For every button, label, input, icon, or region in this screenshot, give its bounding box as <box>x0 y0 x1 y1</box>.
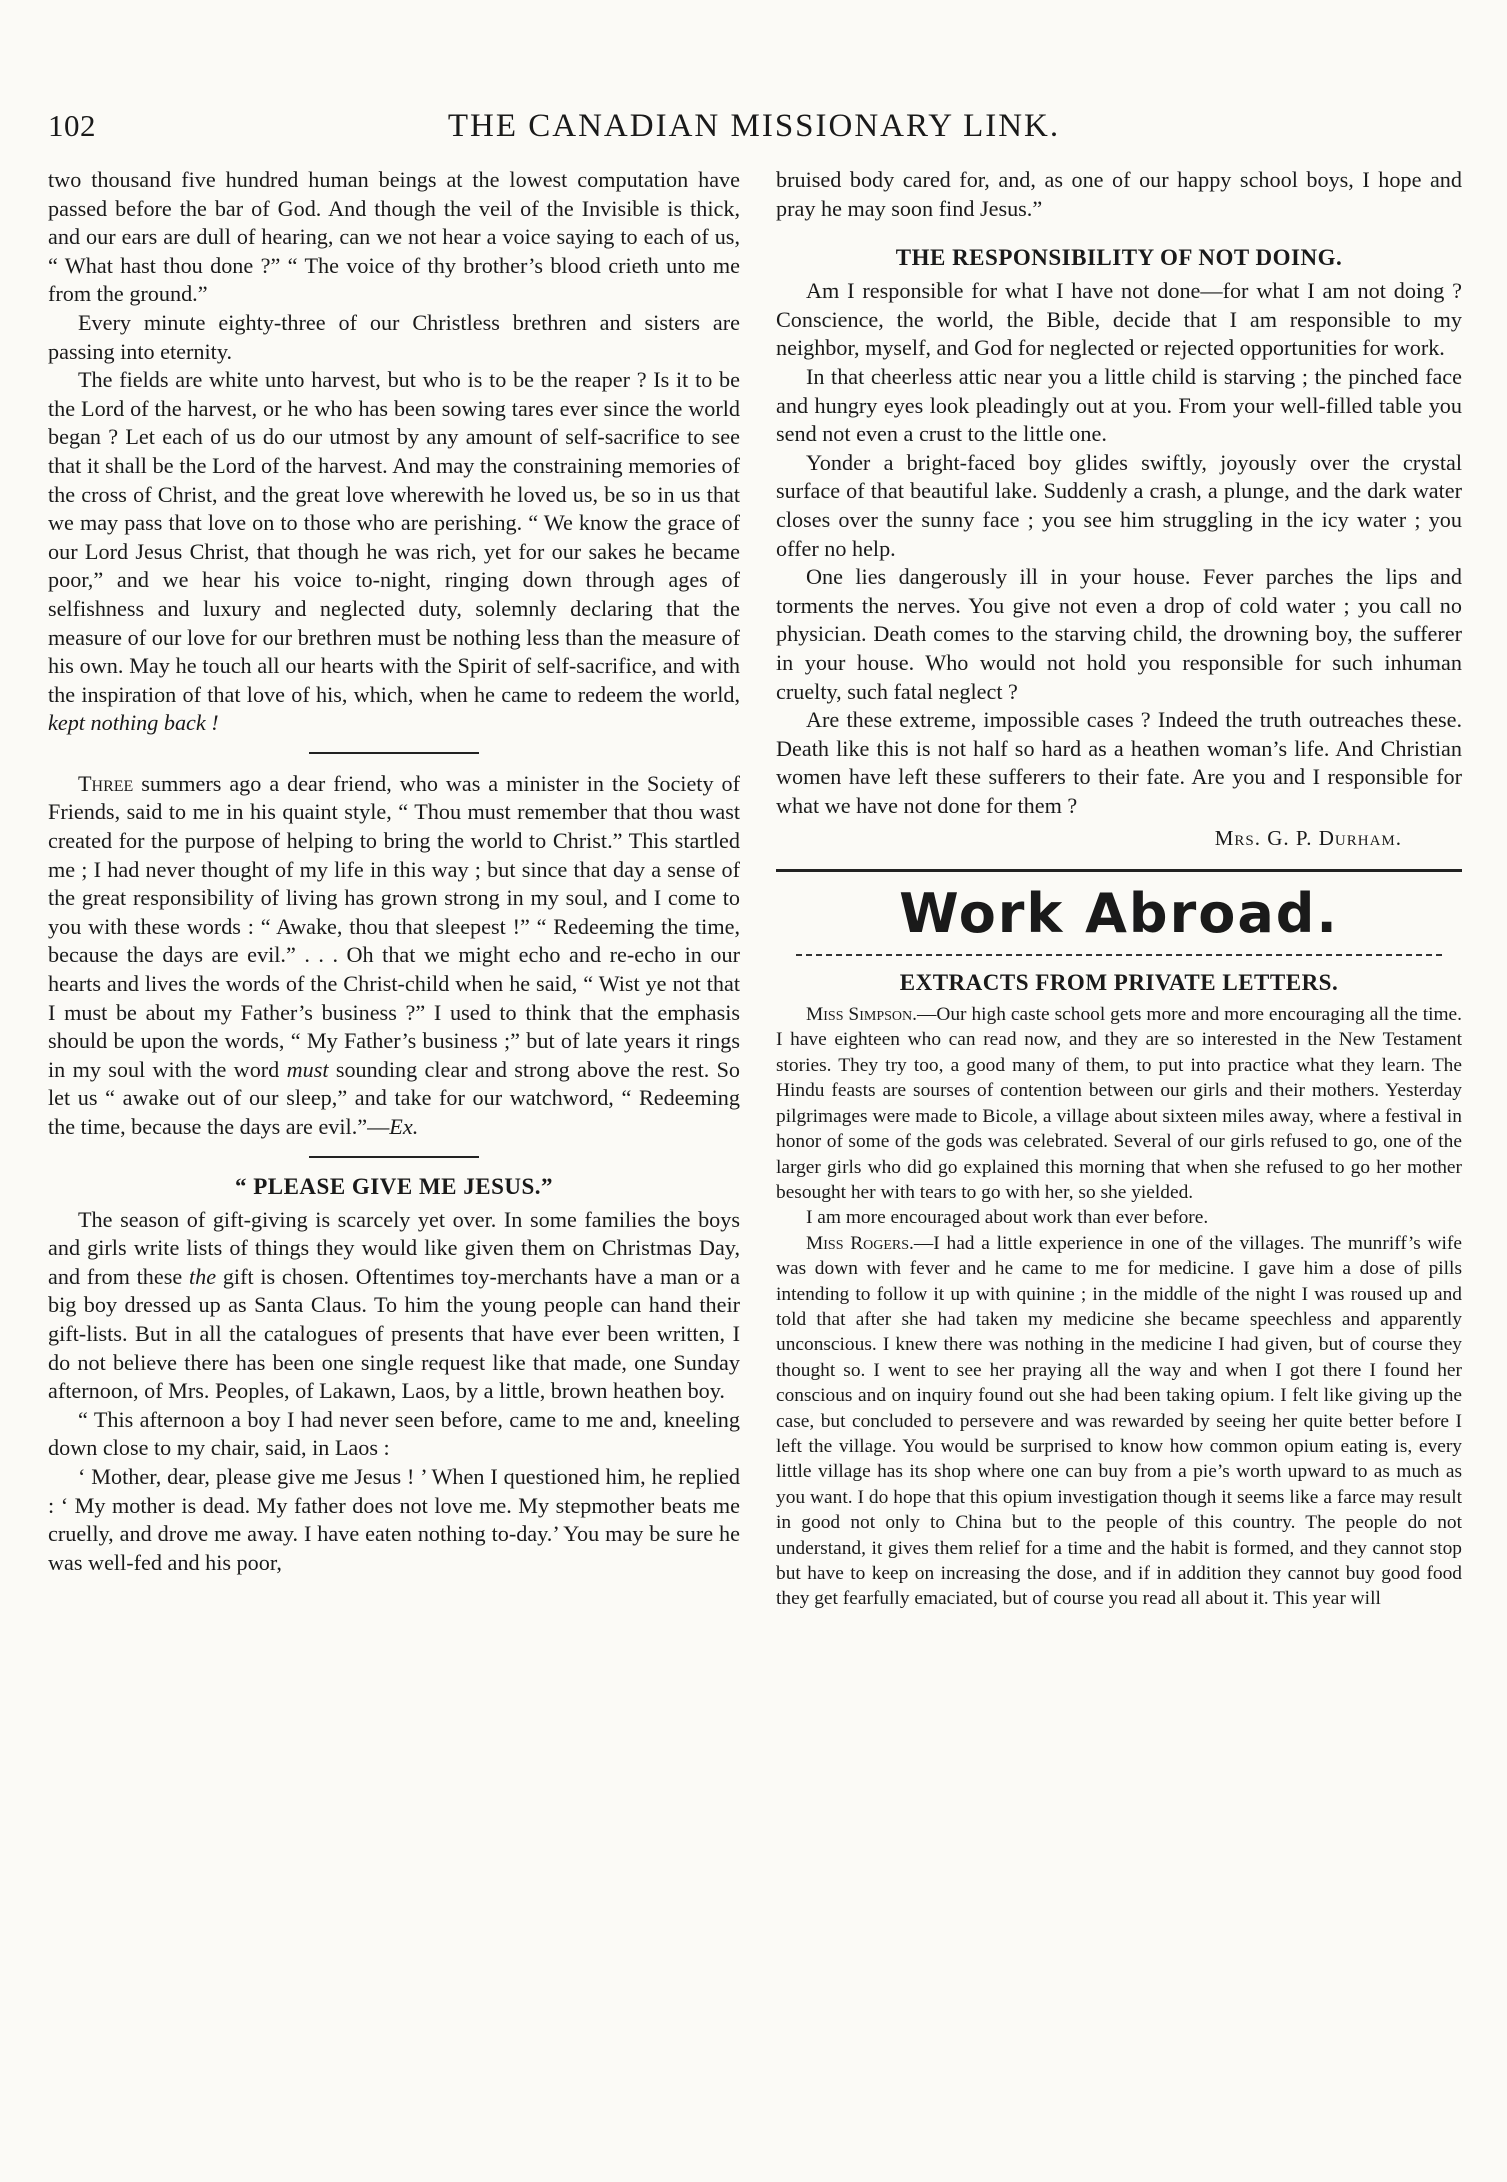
author-name: Miss Rogers. <box>806 1232 914 1254</box>
letters-section <box>776 1002 1462 1612</box>
paragraph <box>776 1231 1462 1612</box>
section-divider <box>309 1156 479 1158</box>
paragraph <box>776 1002 1462 1205</box>
paragraph-text: —I had a little experience in one of the villages. The munriff’s wife was down with fever and he came to me for medicine. I gave him a dose of pills intending to follow it up with quinine ; in the middle of the night I was roused up and told that after she had taken my medicine she became speechless and apparently unconscious. I knew there was nothing in the medicine I had given, but of course they thought so. I went to see her praying all the way and when I got there I found her conscious and on inquiry found out she had been taking opium. I felt like giving up the case, but concluded to persevere and was rewarded by seeing her quite better before I left the village. You would be surprised to know how common opium eating is, every little village has its shop where one can buy from a pie’s worth upward to as much as you want. I do hope that this opium investigation though it seems like a farce may result in good not only to China but to the people of this country. The people do not understand, it gives them relief for a time and the habit is formed, and they cannot stop but have to keep on increasing the dose, and if in addition they cannot buy good food they get fearfully emaciated, but of course you read all about it. This year will <box>776 1232 1462 1610</box>
article-heading: EXTRACTS FROM PRIVATE LETTERS. <box>899 970 1339 996</box>
paragraph: Are these extreme, impossible cases ? Indeed the truth outreaches these. Death like this is not half so hard as a heathen woman’s life. And Christian women have left these sufferers to their fate. Are you and I responsible for what we have not done for them ? <box>776 707 1462 818</box>
paragraph-text: sounding clear and strong above the rest. So let us “ awake out of our sleep,” and take for our watchword, “ Redeeming the time, because the days are evil.”— <box>48 1056 740 1139</box>
italic-word: the <box>188 1263 217 1289</box>
paragraph <box>48 366 740 738</box>
paragraph: two thousand five hundred human beings at the lowest computation have passed before the bar of God. And though the veil of the Invisible is thick, and our ears are dull of hearing, can we not hear a voice saying to each of us, “ What hast thou done ?” “ The voice of thy brother’s blood crieth unto me from the ground.” <box>48 167 740 307</box>
author-name: Miss Simpson. <box>806 1004 917 1026</box>
running-title: THE CANADIAN MISSIONARY LINK. <box>447 108 1061 144</box>
section-banner: Work Abroad. <box>899 882 1339 946</box>
page-header <box>48 108 1460 152</box>
paragraph: One lies dangerously ill in your house. Fever parches the lips and torments the nerves. You give not even a drop of cold water ; you call no physician. Death comes to the starving child, the drowning boy, the sufferer in your house. Who would not hold you responsible for such inhuman cruelty, such fatal neglect ? <box>776 564 1462 704</box>
paragraph-text: The fields are white unto harvest, but who is to be the reaper ? Is it to be the Lord of the harvest, or he who has been sowing tares ever since the world began ? Let each of us do our utmost by any amount of self-sacrifice to see that it shall be the Lord of the harvest. And may the constraining memories of the cross of Christ, and the great love wherewith he loved us, be so in us that we may pass that love on to those who are perishing. “ We know the grace of our Lord Jesus Christ, that though he was rich, yet for our sakes he became poor,” and we hear his voice to-night, ringing down through ages of selfishness and luxury and neglected duty, solemnly declaring that the measure of our love for our brethren must be nothing less than the measure of his own. May he touch all our hearts with the Spirit of self-sacrifice, and with the inspiration of that love of his, which, when he came to redeem the world, <box>48 367 740 707</box>
paragraph-text: —Our high caste school gets more and more encouraging all the time. I have eighteen who can read now, and they are so interested in the New Testament stories. They try too, a good many of them, to put into practice what they learn. The Hindu feasts are sourses of contention between our girls and their mothers. Yesterday pilgrimages were made to Bicole, a village about sixteen miles away, where a festival in honor of some of the gods was celebrated. Several of our girls refused to go, one of the larger girls who did go explained this morning that when she refused to go her mother besought her with tears to go with her, so she yielded. <box>776 1004 1462 1203</box>
banner-underline <box>796 954 1442 956</box>
signature: Mrs. G. P. Durham. <box>1214 826 1402 851</box>
paragraph: ‘ Mother, dear, please give me Jesus ! ’ When I questioned him, he replied : ‘ My mother is dead. My father does not love me. My stepmother beats me cruelly, and drove me away. I have eaten nothing to-day.’ You may be sure he was well-fed and his poor, <box>48 1463 740 1575</box>
right-column <box>776 166 1462 2156</box>
source-abbrev: Ex. <box>389 1114 419 1139</box>
paragraph-text: gift is chosen. Oftentimes toy-merchants have a man or a big boy dressed up as Santa Claus. To him the young people can hand their gift-lists. But in all the catalogues of presents that have ever been written, I do not believe there has been one single request like that made, one Sunday afternoon, of Mrs. Peoples, of Lakawn, Laos, by a little, brown heathen boy. <box>48 1263 740 1404</box>
paragraph: Yonder a bright-faced boy glides swiftly, joyously over the crystal surface of that beautiful lake. Suddenly a crash, a plunge, and the dark water closes over the sunny face ; you see him struggling in the icy water ; you offer no help. <box>776 449 1462 561</box>
left-column <box>48 166 740 2156</box>
paragraph-text: The season of gift-giving is scarcely yet over. In some families the boys and girls write lists of things they would like given them on Christmas Day, and from these <box>48 1206 740 1289</box>
italic-word: must <box>286 1056 329 1082</box>
section-divider <box>309 752 479 754</box>
paragraph-text: summers ago a dear friend, who was a minister in the Society of Friends, said to me in his quaint style, “ Thou must remember that thou wast created for the purpose of helping to bring the world to Christ.” This startled me ; I had never thought of my life in this way ; but since that day a sense of the great responsibility of living has grown strong in my soul, and I come to you with these words : “ Awake, thou that sleepest !” “ Redeeming the time, because the days are evil.” . . . Oh that we might echo and re-echo in our hearts and lives the words of the Christ-child when he said, “ Wist ye not that I must be about my Father’s business ?” I used to think that the emphasis should be upon the words, “ My Father’s business ;” but of late years it rings in my soul with the word <box>48 770 740 1082</box>
lead-word: Three <box>78 770 134 796</box>
paragraph <box>48 1206 740 1406</box>
paragraph: “ This afternoon a boy I had never seen before, came to me and, kneeling down close to my chair, said, in Laos : <box>48 1406 740 1461</box>
paragraph: bruised body cared for, and, as one of our happy school boys, I hope and pray he may soon find Jesus.” <box>776 167 1462 221</box>
article-heading: “ PLEASE GIVE ME JESUS.” <box>234 1173 554 1199</box>
paragraph: Every minute eighty-three of our Christless brethren and sisters are passing into eternity. <box>48 309 740 364</box>
italic-phrase: kept nothing back ! <box>48 710 219 736</box>
paragraph: In that cheerless attic near you a little child is starving ; the pinched face and hungry eyes look pleadingly out at you. From your well-filled table you send not even a crust to the little one. <box>776 363 1462 447</box>
article-heading: THE RESPONSIBILITY OF NOT DOING. <box>895 245 1343 271</box>
section-rule <box>776 869 1462 872</box>
page-number: 102 <box>48 108 96 143</box>
paragraph <box>48 770 740 1142</box>
paragraph: I am more encouraged about work than ever before. <box>806 1207 1209 1229</box>
paragraph: Am I responsible for what I have not done—for what I am not doing ? Conscience, the world, the Bible, decide that I am responsible to my neighbor, myself, and God for neglected or rejected opportunities for work. <box>776 278 1462 361</box>
